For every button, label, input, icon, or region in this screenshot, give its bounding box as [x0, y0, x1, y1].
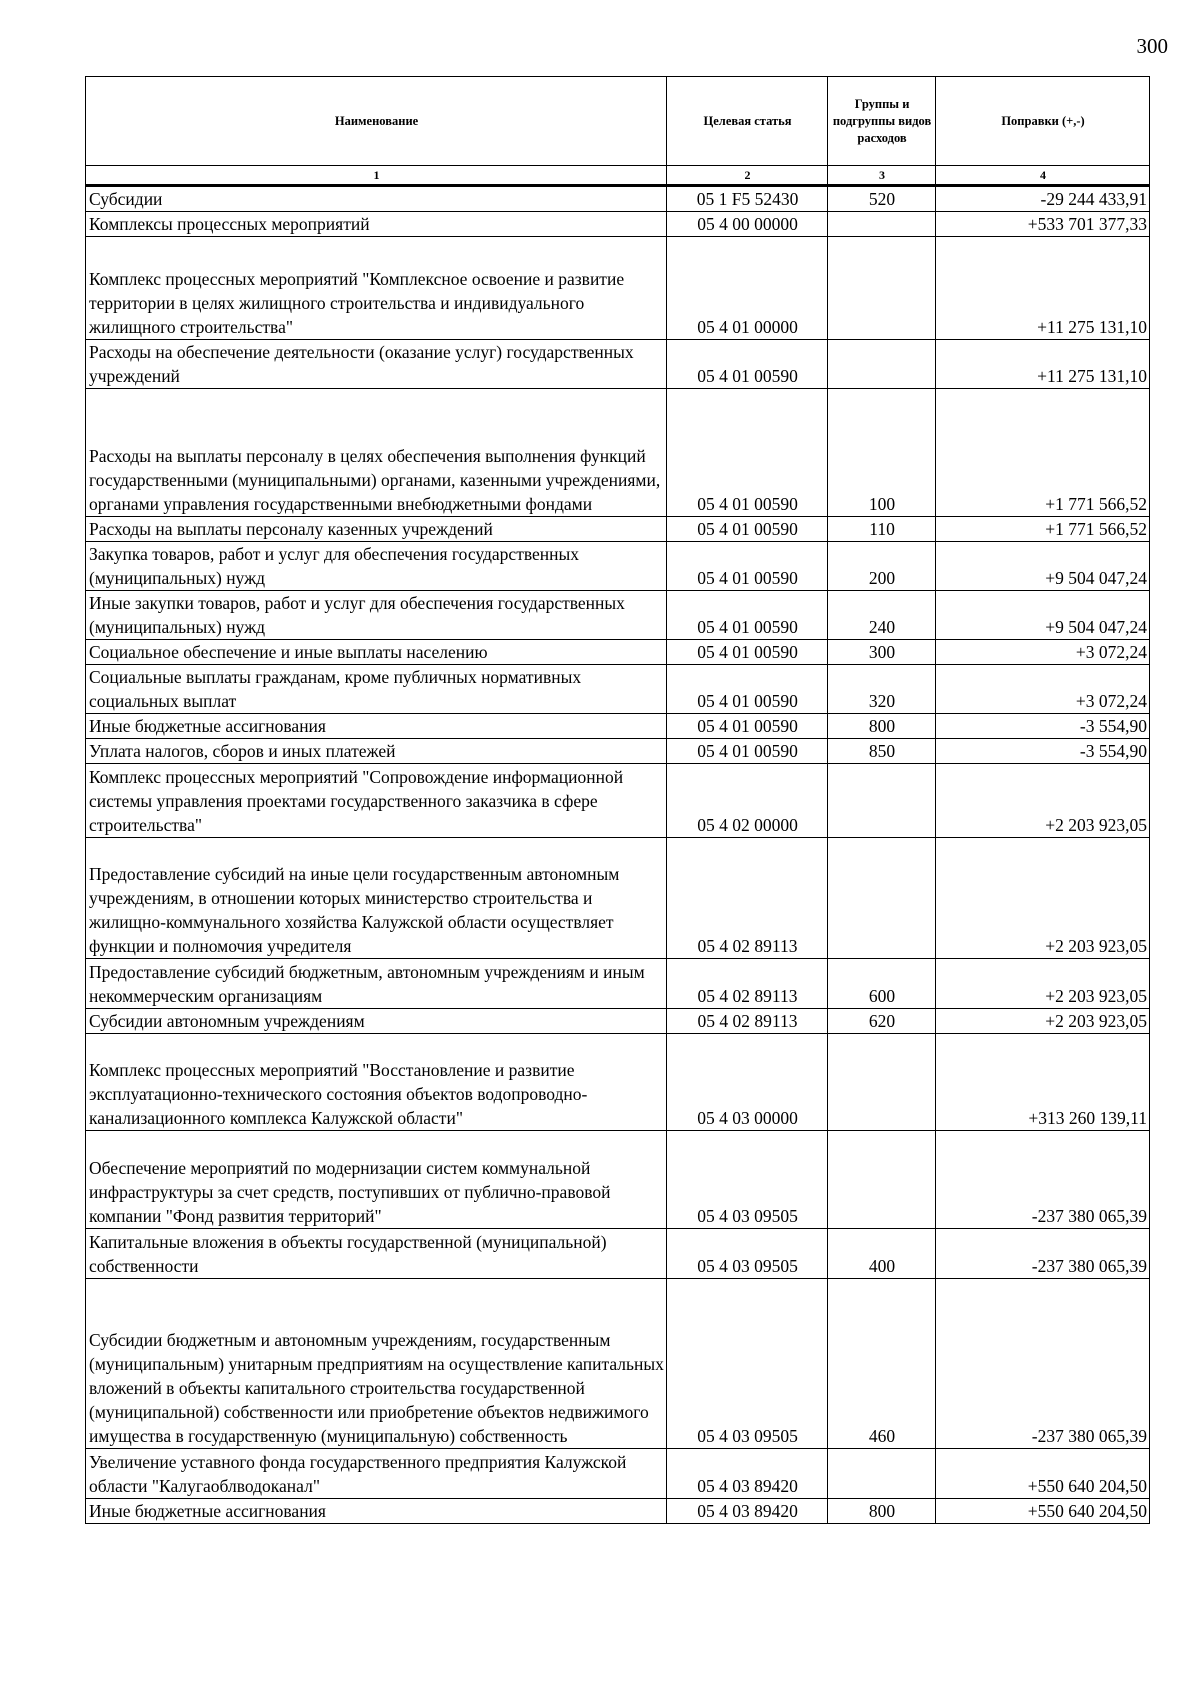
row-amount: -3 554,90 — [936, 739, 1150, 764]
row-name: Субсидии бюджетным и автономным учреждениям, государственным (муниципальным) унитарным предприятиям на осуществление капитальных вложений в объекты капитального строительства государственной (муниципальной) собственности или приобретение объектов недвижимого имущества в государственную (муниципальную) собственность — [86, 1279, 667, 1449]
row-group — [828, 1131, 936, 1229]
row-name: Социальное обеспечение и иные выплаты населению — [86, 640, 667, 665]
budget-amendments-table — [85, 76, 1150, 1524]
row-target: 05 4 01 00590 — [667, 389, 828, 517]
row-target: 05 4 02 89113 — [667, 1009, 828, 1034]
row-target: 05 4 03 09505 — [667, 1229, 828, 1279]
row-amount: -237 380 065,39 — [936, 1229, 1150, 1279]
table-row — [86, 591, 1150, 640]
row-target: 05 4 01 00590 — [667, 665, 828, 714]
row-target: 05 4 02 89113 — [667, 959, 828, 1009]
table-header-row — [86, 77, 1150, 166]
header-amendments: Поправки (+,-) — [936, 77, 1150, 166]
row-group — [828, 764, 936, 838]
row-name: Расходы на выплаты персоналу казенных учреждений — [86, 517, 667, 542]
row-target: 05 4 01 00590 — [667, 714, 828, 739]
row-name: Увеличение уставного фонда государственного предприятия Калужской области "Калугаоблводоканал" — [86, 1449, 667, 1499]
row-amount: +2 203 923,05 — [936, 838, 1150, 959]
table-row — [86, 389, 1150, 517]
row-name: Расходы на обеспечение деятельности (оказание услуг) государственных учреждений — [86, 340, 667, 389]
row-group: 110 — [828, 517, 936, 542]
table-row — [86, 1034, 1150, 1131]
row-amount: +1 771 566,52 — [936, 517, 1150, 542]
row-name: Расходы на выплаты персоналу в целях обеспечения выполнения функций государственными (муниципальными) органами, казенными учреждениями, органами управления государственными внебюджетными фондами — [86, 389, 667, 517]
row-target: 05 4 03 89420 — [667, 1499, 828, 1524]
row-amount: +1 771 566,52 — [936, 389, 1150, 517]
row-target: 05 4 01 00590 — [667, 542, 828, 591]
header-groups: Группы и подгруппы видов расходов — [828, 77, 936, 166]
table-row — [86, 665, 1150, 714]
row-group: 300 — [828, 640, 936, 665]
row-target: 05 4 02 89113 — [667, 838, 828, 959]
row-amount: +9 504 047,24 — [936, 591, 1150, 640]
row-target: 05 4 03 89420 — [667, 1449, 828, 1499]
row-amount: +550 640 204,50 — [936, 1499, 1150, 1524]
row-name: Комплексы процессных мероприятий — [86, 212, 667, 237]
row-amount: +3 072,24 — [936, 665, 1150, 714]
row-name: Комплекс процессных мероприятий "Восстановление и развитие эксплуатационно-технического состояния объектов водопроводно-канализационного комплекса Калужской области" — [86, 1034, 667, 1131]
row-name: Уплата налогов, сборов и иных платежей — [86, 739, 667, 764]
row-name: Иные бюджетные ассигнования — [86, 1499, 667, 1524]
row-group: 800 — [828, 714, 936, 739]
row-group — [828, 212, 936, 237]
row-amount: +550 640 204,50 — [936, 1449, 1150, 1499]
row-amount: -3 554,90 — [936, 714, 1150, 739]
row-group — [828, 838, 936, 959]
header-name: Наименование — [86, 77, 667, 166]
row-amount: -29 244 433,91 — [936, 186, 1150, 212]
row-amount: +2 203 923,05 — [936, 764, 1150, 838]
row-name: Субсидии — [86, 186, 667, 212]
table-row — [86, 739, 1150, 764]
row-name: Капитальные вложения в объекты государственной (муниципальной) собственности — [86, 1229, 667, 1279]
table-row — [86, 542, 1150, 591]
row-amount: +2 203 923,05 — [936, 959, 1150, 1009]
table-row — [86, 764, 1150, 838]
row-target: 05 4 03 09505 — [667, 1131, 828, 1229]
row-group: 240 — [828, 591, 936, 640]
table-row — [86, 838, 1150, 959]
row-group — [828, 237, 936, 340]
row-target: 05 1 F5 52430 — [667, 186, 828, 212]
table-row — [86, 1499, 1150, 1524]
row-amount: +11 275 131,10 — [936, 237, 1150, 340]
row-amount: +313 260 139,11 — [936, 1034, 1150, 1131]
row-amount: +2 203 923,05 — [936, 1009, 1150, 1034]
row-amount: -237 380 065,39 — [936, 1131, 1150, 1229]
table-row — [86, 517, 1150, 542]
table-row — [86, 1449, 1150, 1499]
table-row — [86, 237, 1150, 340]
table-row — [86, 212, 1150, 237]
row-target: 05 4 01 00000 — [667, 237, 828, 340]
row-group: 200 — [828, 542, 936, 591]
row-group: 520 — [828, 186, 936, 212]
row-group: 100 — [828, 389, 936, 517]
row-target: 05 4 01 00590 — [667, 517, 828, 542]
row-name: Иные закупки товаров, работ и услуг для обеспечения государственных (муниципальных) нужд — [86, 591, 667, 640]
row-name: Предоставление субсидий бюджетным, автономным учреждениям и иным некоммерческим организациям — [86, 959, 667, 1009]
row-target: 05 4 01 00590 — [667, 739, 828, 764]
column-number: 2 — [667, 166, 828, 186]
row-amount: +3 072,24 — [936, 640, 1150, 665]
table-row — [86, 640, 1150, 665]
header-target: Целевая статья — [667, 77, 828, 166]
row-name: Иные бюджетные ассигнования — [86, 714, 667, 739]
column-number-row — [86, 166, 1150, 186]
column-number: 4 — [936, 166, 1150, 186]
row-target: 05 4 00 00000 — [667, 212, 828, 237]
row-target: 05 4 01 00590 — [667, 640, 828, 665]
row-target: 05 4 03 09505 — [667, 1279, 828, 1449]
row-group: 320 — [828, 665, 936, 714]
row-group: 460 — [828, 1279, 936, 1449]
row-target: 05 4 01 00590 — [667, 591, 828, 640]
row-group: 400 — [828, 1229, 936, 1279]
row-target: 05 4 02 00000 — [667, 764, 828, 838]
row-name: Комплекс процессных мероприятий "Комплексное освоение и развитие территории в целях жилищного строительства и индивидуального жилищного строительства" — [86, 237, 667, 340]
row-group — [828, 1034, 936, 1131]
row-group — [828, 340, 936, 389]
table-row — [86, 1009, 1150, 1034]
row-group: 800 — [828, 1499, 936, 1524]
row-group: 850 — [828, 739, 936, 764]
row-name: Субсидии автономным учреждениям — [86, 1009, 667, 1034]
table-row — [86, 1131, 1150, 1229]
row-target: 05 4 03 00000 — [667, 1034, 828, 1131]
row-name: Социальные выплаты гражданам, кроме публичных нормативных социальных выплат — [86, 665, 667, 714]
column-number: 1 — [86, 166, 667, 186]
table-row — [86, 340, 1150, 389]
table-row — [86, 1279, 1150, 1449]
row-group: 600 — [828, 959, 936, 1009]
page-number: 300 — [1136, 34, 1168, 58]
row-target: 05 4 01 00590 — [667, 340, 828, 389]
table-row — [86, 959, 1150, 1009]
column-number: 3 — [828, 166, 936, 186]
table-row — [86, 1229, 1150, 1279]
row-amount: +9 504 047,24 — [936, 542, 1150, 591]
table-row — [86, 714, 1150, 739]
row-name: Обеспечение мероприятий по модернизации систем коммунальной инфраструктуры за счет средств, поступивших от публично-правовой компании "Фонд развития территорий" — [86, 1131, 667, 1229]
table-row — [86, 186, 1150, 212]
row-name: Закупка товаров, работ и услуг для обеспечения государственных (муниципальных) нужд — [86, 542, 667, 591]
row-amount: -237 380 065,39 — [936, 1279, 1150, 1449]
row-group — [828, 1449, 936, 1499]
row-group: 620 — [828, 1009, 936, 1034]
row-amount: +533 701 377,33 — [936, 212, 1150, 237]
row-name: Комплекс процессных мероприятий "Сопровождение информационной системы управления проектами государственного заказчика в сфере строительства" — [86, 764, 667, 838]
row-name: Предоставление субсидий на иные цели государственным автономным учреждениям, в отношении которых министерство строительства и жилищно-коммунального хозяйства Калужской области осуществляет функции и полномочия учредителя — [86, 838, 667, 959]
row-amount: +11 275 131,10 — [936, 340, 1150, 389]
